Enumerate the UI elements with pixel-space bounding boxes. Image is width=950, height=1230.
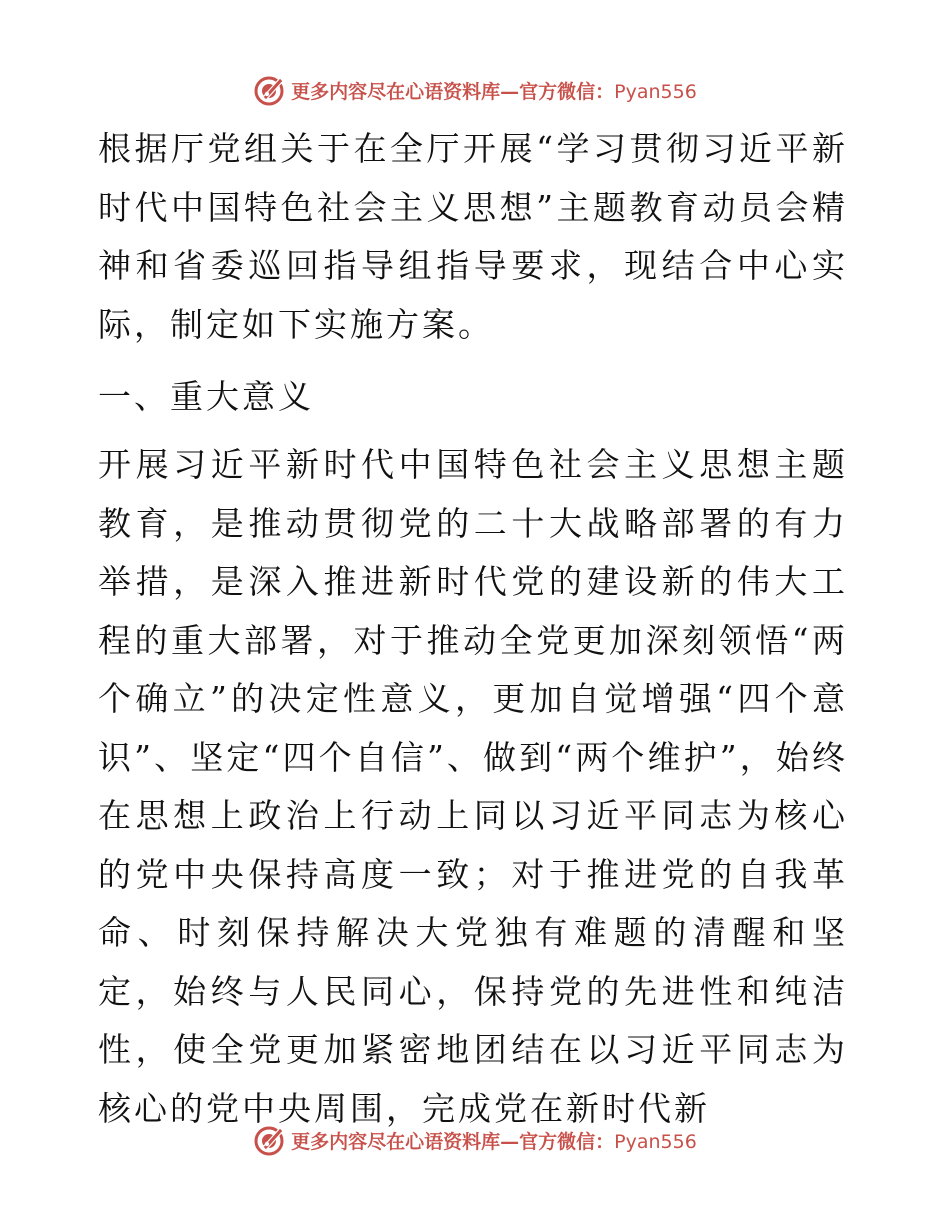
watermark-wechat-id: Pyan556 xyxy=(614,1130,697,1153)
document-body xyxy=(98,120,848,1138)
section-paragraph: 开展习近平新时代中国特色社会主义思想主题教育，是推动贯彻党的二十大战略部署的有力举措，是深入推进新时代党的建设新的伟大工程的重大部署，对于推动全党更加深刻领悟“两个确立”的决定性意义，更加自觉增强“四个意识”、坚定“四个自信”、做到“两个维护”，始终在思想上政治上行动上同以习近平同志为核心的党中央保持高度一致；对于推进党的自我革命、时刻保持解决大党独有难题的清醒和坚定，始终与人民同心，保持党的先进性和纯洁性，使全党更加紧密地团结在以习近平同志为核心的党中央周围，完成党在新时代新 xyxy=(98,445,848,1128)
pen-seal-icon xyxy=(253,1123,287,1157)
pen-seal-icon xyxy=(253,73,287,107)
intro-paragraph: 根据厅党组关于在全厅开展“学习贯彻习近平新时代中国特色社会主义思想”主题教育动员会精神和省委巡回指导组指导要求，现结合中心实际，制定如下实施方案。 xyxy=(98,129,848,344)
watermark-banner-top xyxy=(0,70,950,110)
section-heading: 一、重大意义 xyxy=(98,377,314,416)
watermark-text: 更多内容尽在心语资料库—官方微信：Pyan556 xyxy=(291,1130,697,1153)
watermark-text: 更多内容尽在心语资料库—官方微信：Pyan556 xyxy=(291,80,697,103)
watermark-wechat-id: Pyan556 xyxy=(614,80,697,103)
watermark-banner-bottom xyxy=(0,1120,950,1160)
